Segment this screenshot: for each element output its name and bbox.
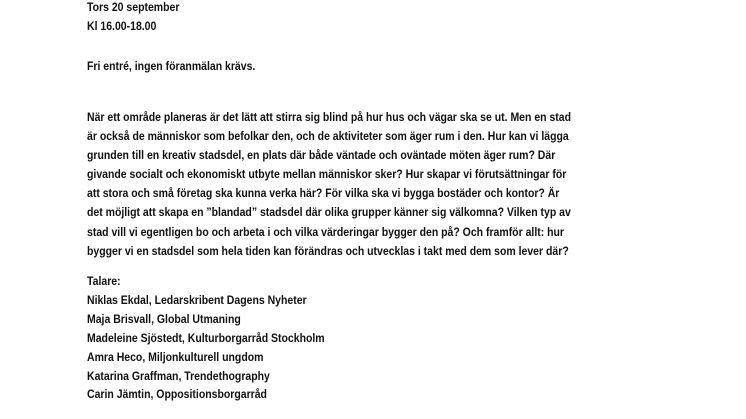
event-date: Tors 20 september (87, 0, 180, 14)
admission-text: Fri entré, ingen föranmälan krävs. (87, 59, 256, 73)
description-line: bygger vi en stadsdel som hela tiden kan förändras och utvecklas i takt med dem som lever där? (87, 243, 569, 258)
speakers-heading: Talare: (87, 274, 121, 288)
description-line: att stora och små företag ska kunna verka här? För vilka ska vi bygga bostäder och kontor? Är (87, 186, 560, 201)
description-line: När ett område planeras är det lätt att stirra sig blind på hur hus och vägar ska se ut. Men en stad (87, 110, 572, 124)
description-line: det möjligt att skapa en ”blandad” stadsdel där olika grupper känner sig välkomna? Vilken typ av (87, 205, 571, 220)
speaker-item: Madeleine Sjöstedt, Kulturborgarråd Stockholm (87, 330, 325, 345)
event-time: Kl 16.00-18.00 (87, 19, 157, 33)
speakers-section (87, 272, 363, 404)
description-line: är också de människor som befolkar den, och de aktiviteter som äger rum i den. Hur kan vi lägga (87, 129, 569, 144)
speaker-item: Amra Heco, Miljonkulturell ungdom (87, 349, 264, 364)
description-line: grunden till en kreativ stadsdel, en plats där både väntade och oväntade möten äger rum? Där (87, 148, 556, 163)
description-line: givande socialt och ekonomiskt utbyte mellan människor sker? Hur skapar vi förutsättningar för (87, 167, 567, 182)
description-line: stad vill vi egentligen bo och arbeta i och vilka värderingar bygger den på? Och framför allt: hur (87, 224, 565, 239)
speaker-item: Maja Brisvall, Global Utmaning (87, 311, 241, 326)
event-schedule (87, 0, 194, 36)
speaker-item: Niklas Ekdal, Ledarskribent Dagens Nyheter (87, 292, 307, 307)
description-paragraph (87, 108, 650, 261)
speaker-item: Carin Jämtin, Oppositionsborgarråd (87, 387, 267, 402)
speaker-item: Katarina Graffman, Trendethography (87, 368, 270, 383)
admission-info (87, 57, 283, 76)
